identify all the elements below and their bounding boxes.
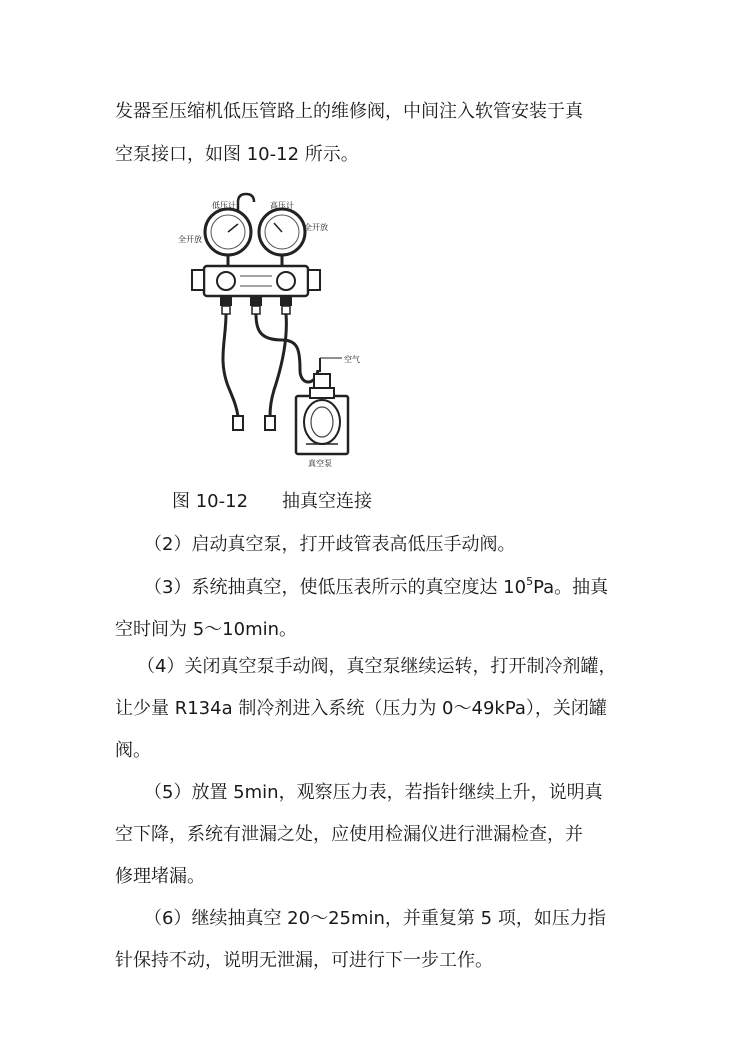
- step-3-text-b: Pa。抽真: [533, 577, 609, 598]
- left-valve-label: 全开放: [178, 235, 202, 244]
- step-3-exponent: 5: [526, 575, 534, 588]
- step-5-line-3: 修理堵漏。: [115, 866, 205, 887]
- step-3-text-a: （3）系统抽真空，使低压表所示的真空度达 10: [144, 577, 527, 598]
- low-gauge-label: 低压计: [212, 201, 236, 210]
- low-side-hose: [223, 314, 238, 416]
- step-5-line-1: （5）放置 5min，观察压力表，若指针继续上升，说明真: [144, 782, 603, 803]
- high-gauge-label: 高压计: [270, 201, 294, 210]
- intro-line-1: 发器至压缩机低压管路上的维修阀，中间注入软管安装于真: [115, 101, 583, 122]
- caption-number: 图 10-12: [172, 491, 249, 512]
- caption-title: 抽真空连接: [282, 491, 373, 512]
- intro-line-2: 空泵接口，如图 10-12 所示。: [115, 144, 359, 165]
- low-pressure-gauge-icon: [205, 209, 251, 255]
- step-4-line-2: 让少量 R134a 制冷剂进入系统（压力为 0～49kPa），关闭罐: [115, 698, 607, 719]
- vacuum-pump-icon: [296, 358, 348, 454]
- high-side-hose: [270, 314, 286, 416]
- high-pressure-gauge-icon: [259, 209, 305, 255]
- step-3-line-2: 空时间为 5～10min。: [115, 619, 298, 640]
- step-4-line-3: 阀。: [115, 740, 151, 761]
- step-4-line-1: （4）关闭真空泵手动阀，真空泵继续运转，打开制冷剂罐，: [137, 656, 617, 677]
- figure-caption: [172, 490, 372, 514]
- air-label: 空气: [344, 355, 360, 364]
- manifold-body: [192, 266, 320, 314]
- step-6-line-1: （6）继续抽真空 20～25min，并重复第 5 项，如压力指: [144, 908, 606, 929]
- vacuum-pump-label: 真空泵: [308, 459, 332, 468]
- step-2: （2）启动真空泵，打开歧管表高低压手动阀。: [144, 534, 516, 555]
- step-5-line-2: 空下降，系统有泄漏之处，应使用检漏仪进行泄漏检查，并: [115, 824, 583, 845]
- manifold-vacuum-diagram: [170, 190, 370, 470]
- step-3-line-1: [0, 576, 750, 600]
- step-6-line-2: 针保持不动，说明无泄漏，可进行下一步工作。: [115, 950, 493, 971]
- right-valve-label: 全开放: [304, 223, 328, 232]
